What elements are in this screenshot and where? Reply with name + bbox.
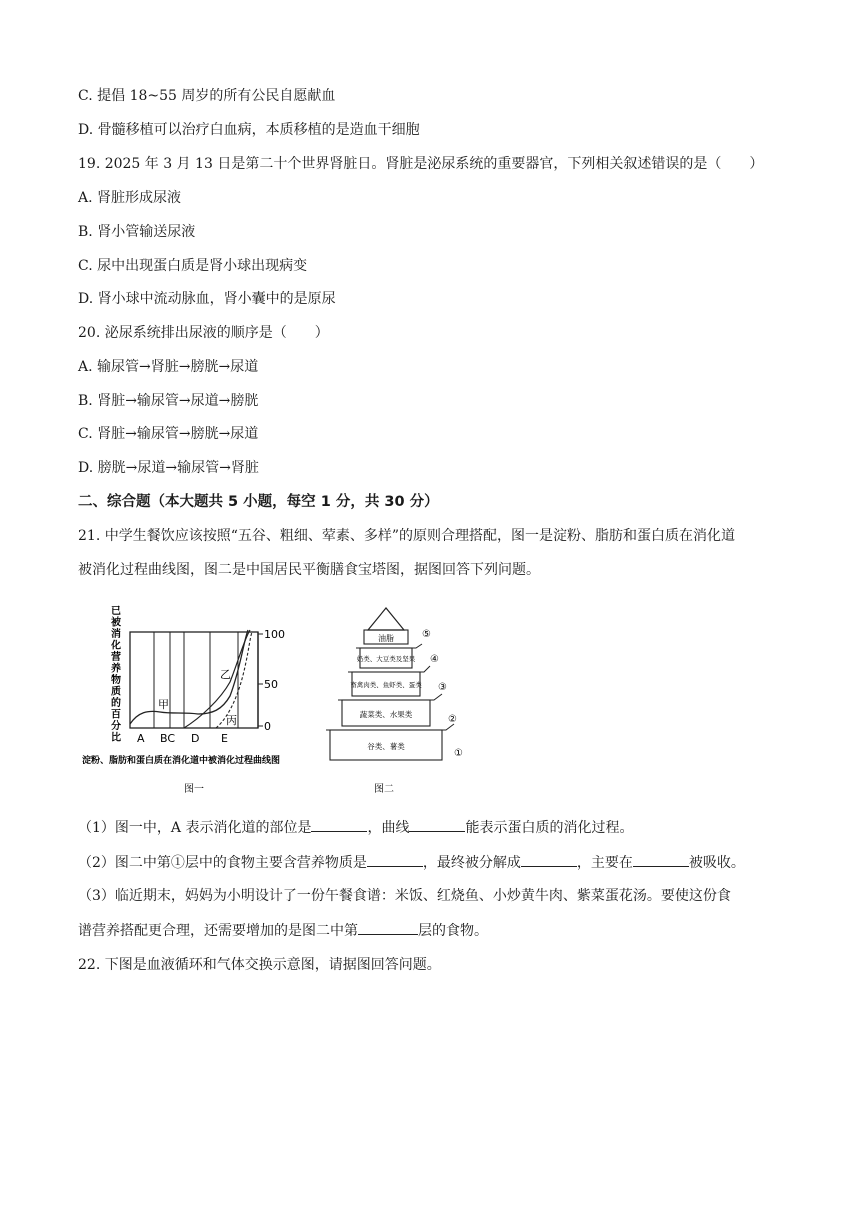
y-axis-label-char: 消 <box>111 629 121 640</box>
q21-sub2 <box>78 852 745 873</box>
y-axis-label-char: 百 <box>111 709 121 721</box>
curve-label-yi: 乙 <box>220 668 231 681</box>
y-axis-label <box>110 605 122 744</box>
q21-sub1 <box>78 817 633 838</box>
tick-label-0: 0 <box>264 720 271 733</box>
q20-option-a: A. 输尿管→肾脏→膀胱→尿道 <box>78 359 259 375</box>
figure-2-caption: 图二 <box>374 784 394 795</box>
y-axis-label-char: 物 <box>111 675 121 686</box>
y-axis-label-char: 质 <box>111 686 121 698</box>
tier-1-eave <box>326 724 454 730</box>
tick-label-50: 50 <box>264 678 278 691</box>
q21-stem-line1: 21. 中学生餐饮应该按照“五谷、粗细、荤素、多样”的原则合理搭配，图一是淀粉、脂肪和蛋白质在消化道 <box>78 528 736 544</box>
figure-2 <box>318 600 478 800</box>
tier-number-1: ① <box>454 748 463 759</box>
tier-4-label: 奶类、大豆类及坚果 <box>356 655 416 663</box>
answer-blank-6[interactable] <box>358 920 418 935</box>
y-axis-label-char: 比 <box>111 732 121 744</box>
answer-blank-5[interactable] <box>633 852 689 867</box>
tier-number-3: ③ <box>438 682 447 693</box>
q19-option-d: D. 肾小球中流动脉血，肾小囊中的是原尿 <box>78 291 336 307</box>
q21-sub3-line2 <box>78 920 488 941</box>
tier-number-5: ⑤ <box>422 629 431 640</box>
x-label-a: A <box>137 732 145 745</box>
y-axis-label-char: 的 <box>111 698 121 709</box>
figure-1 <box>80 600 290 800</box>
q21-sub3-text-a: 谱营养搭配更合理，还需要增加的是图二中第 <box>78 923 358 939</box>
curve-label-jia: 甲 <box>158 698 169 711</box>
q21-sub1-text-c: 能表示蛋白质的消化过程。 <box>465 820 634 836</box>
tier-2-label: 蔬菜类、水果类 <box>359 710 413 719</box>
q21-sub2-text-c: ，主要在 <box>576 855 633 871</box>
q19-option-a: A. 肾脏形成尿液 <box>78 190 182 206</box>
q21-stem-line2: 被消化过程曲线图，图二是中国居民平衡膳食宝塔图，据图回答下列问题。 <box>78 562 540 578</box>
tier-2-eave <box>338 694 442 700</box>
q18-option-d: D. 骨髓移植可以治疗白血病，本质移植的是造血干细胞 <box>78 122 420 138</box>
answer-blank-3[interactable] <box>367 852 423 867</box>
tier-1-label: 谷类、薯类 <box>367 742 405 751</box>
figure-1-caption: 图一 <box>184 784 204 795</box>
x-label-e: E <box>221 732 228 745</box>
q21-sub2-text-a: （2）图二中第①层中的食物主要含营养物质是 <box>78 855 367 871</box>
x-label-d: D <box>191 732 200 745</box>
digestion-curve-chart <box>80 600 290 800</box>
q22-stem: 22. 下图是血液循环和气体交换示意图，请据图回答问题。 <box>78 957 441 973</box>
tick-label-100: 100 <box>264 628 285 641</box>
y-axis-label-char: 被 <box>111 617 121 629</box>
q18-option-c: C. 提倡 18~55 周岁的所有公民自愿献血 <box>78 88 336 104</box>
curve-label-bing: 丙 <box>226 714 237 727</box>
q21-sub2-text-d: 被吸收。 <box>688 855 745 871</box>
tier-number-4: ④ <box>430 654 439 665</box>
q21-sub3-text-b: 层的食物。 <box>418 923 488 939</box>
q19-option-c: C. 尿中出现蛋白质是肾小球出现病变 <box>78 258 308 274</box>
section-2-title: 二、综合题（本大题共 5 小题，每空 1 分，共 30 分） <box>78 494 439 510</box>
q20-option-b: B. 肾脏→输尿管→尿道→膀胱 <box>78 393 259 409</box>
tier-number-2: ② <box>448 714 457 725</box>
tier-5-label: 油脂 <box>378 634 394 643</box>
q20-option-d: D. 膀胱→尿道→输尿管→肾脏 <box>78 460 259 476</box>
q19-stem: 19. 2025 年 3 月 13 日是第二十个世界肾脏日。肾脏是泌尿系统的重要器官，下列相关叙述错误的是（ ） <box>78 156 764 172</box>
y-axis-label-char: 化 <box>111 640 121 652</box>
x-label-bc: BC <box>160 732 176 745</box>
q20-stem: 20. 泌尿系统排出尿液的顺序是（ ） <box>78 325 329 341</box>
y-axis-label-char: 已 <box>111 606 121 617</box>
pagoda-roof <box>368 608 404 630</box>
y-axis-label-char: 养 <box>111 663 121 675</box>
q21-sub1-text-b: ，曲线 <box>367 820 410 836</box>
answer-blank-2[interactable] <box>409 817 465 832</box>
answer-blank-4[interactable] <box>521 852 577 867</box>
q19-option-b: B. 肾小管输送尿液 <box>78 224 196 240</box>
y-axis-label-char: 分 <box>111 721 121 732</box>
answer-blank-1[interactable] <box>311 817 367 832</box>
q21-sub3-line1: （3）临近期末，妈妈为小明设计了一份午餐食谱：米饭、红烧鱼、小炒黄牛肉、紫菜蛋花汤。要使这份食 <box>78 888 731 904</box>
y-axis-label-char: 营 <box>111 652 121 663</box>
q21-sub2-text-b: ，最终被分解成 <box>422 855 521 871</box>
tier-4-eave <box>356 644 422 648</box>
tier-3-label: 畜禽肉类、鱼虾类、蛋类 <box>350 681 422 689</box>
food-pagoda <box>318 600 478 800</box>
chart-title: 淀粉、脂肪和蛋白质在消化道中被消化过程曲线图 <box>82 756 281 766</box>
q20-option-c: C. 肾脏→输尿管→膀胱→尿道 <box>78 426 259 442</box>
q21-sub1-text-a: （1）图一中，A 表示消化道的部位是 <box>78 820 312 836</box>
